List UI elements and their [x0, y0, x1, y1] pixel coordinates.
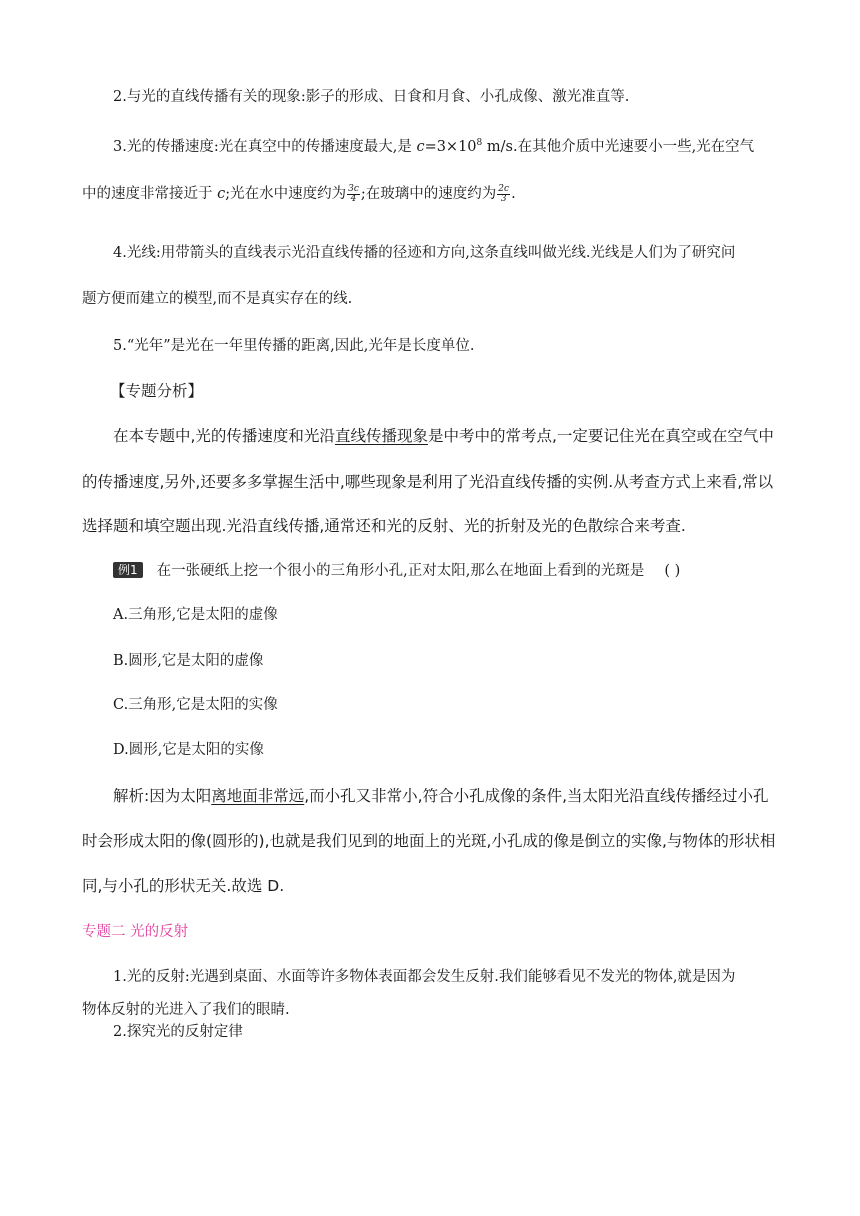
example-question-text: 在一张硬纸上挖一个很小的三角形小孔,正对太阳,那么在地面上看到的光斑是 — [156, 563, 645, 579]
exponent: 8 — [476, 138, 483, 148]
answer-blank: ( ) — [664, 563, 681, 579]
text-line-light-ray-def: 4.光线:用带箭头的直线表示光沿直线传播的径迹和方向,这条直线叫做光线.光线是人们为了研究问 — [113, 245, 736, 261]
reflection-line-1: 1.光的反射:光遇到桌面、水面等许多物体表面都会发生反射.我们能够看见不发光的物体,就是因为 — [113, 969, 736, 985]
text-line-light-year: 5.“光年”是光在一年里传播的距离,因此,光年是长度单位. — [113, 338, 475, 354]
text-fragment: 3.光的传播速度:光在真空中的传播速度最大,是 — [113, 138, 417, 155]
text-line-light-speed — [113, 133, 754, 157]
solution-line-3: 同,与小孔的形状无关.故选 D. — [82, 877, 285, 895]
underlined-term: 离地面非常远 — [211, 787, 305, 805]
text-fragment: 在本专题中,光的传播速度和光沿 — [113, 427, 335, 445]
text-line-propagation-phenomena: 2.与光的直线传播有关的现象:影子的形成、日食和月食、小孔成像、激光准直等. — [113, 89, 630, 105]
option-a: A.三角形,它是太阳的虚像 — [113, 607, 278, 623]
option-d: D.圆形,它是太阳的实像 — [113, 742, 264, 758]
text-fragment: =3×10 — [424, 138, 477, 155]
text-fragment: ;光在水中速度约为 — [225, 186, 347, 202]
option-c: C.三角形,它是太阳的实像 — [113, 697, 278, 713]
solution-line-1 — [113, 786, 769, 806]
fraction-denominator: 4 — [350, 193, 357, 204]
topic-heading-reflection: 专题二 光的反射 — [82, 924, 189, 940]
text-fragment: 中的速度非常接近于 — [82, 186, 218, 202]
symbol-c: c — [416, 138, 425, 155]
text-fragment: 是中考中的常考点,一定要记住光在真空或在空气中 — [427, 427, 774, 445]
text-fragment: ,而小孔又非常小,符合小孔成像的条件,当太阳光沿直线传播经过小孔 — [304, 787, 769, 805]
symbol-c: c — [217, 186, 226, 202]
analysis-paragraph-line-2: 的传播速度,另外,还要多多掌握生活中,哪些现象是利用了光沿直线传播的实例.从考查方式上来看,常以 — [82, 473, 774, 491]
text-fragment: . — [511, 186, 516, 202]
section-heading-analysis: 【专题分析】 — [110, 382, 204, 400]
reflection-line-2: 物体反射的光进入了我们的眼睛. — [82, 1002, 290, 1018]
example-question — [113, 561, 680, 581]
example-badge: 例1 — [113, 562, 143, 578]
text-fragment: 解析:因为太阳 — [113, 787, 212, 805]
fraction-denominator: 3 — [500, 193, 507, 204]
reflection-line-3: 2.探究光的反射定律 — [113, 1024, 243, 1040]
analysis-paragraph-line-3: 选择题和填空题出现.光沿直线传播,通常还和光的反射、光的折射及光的色散综合来考查. — [82, 517, 686, 535]
fraction-numerator: 2c — [498, 183, 510, 194]
text-fragment: ;在玻璃中的速度约为 — [360, 186, 497, 202]
solution-line-2: 时会形成太阳的像(圆形的),也就是我们见到的地面上的光斑,小孔成的像是倒立的实像,与物体的形状相 — [82, 832, 776, 850]
fraction-three-quarters-c — [347, 185, 360, 204]
fraction-two-thirds-c — [497, 185, 510, 204]
text-fragment: m/s.在其他介质中光速要小一些,光在空气 — [482, 138, 755, 155]
text-line-speed-in-media — [82, 184, 516, 204]
analysis-paragraph-line-1 — [113, 426, 774, 446]
underlined-term: 直线传播现象 — [334, 427, 428, 445]
text-line-light-ray-model: 题方便而建立的模型,而不是真实存在的线. — [82, 291, 353, 307]
fraction-numerator: 3c — [348, 183, 359, 194]
option-b: B.圆形,它是太阳的虚像 — [113, 653, 264, 669]
